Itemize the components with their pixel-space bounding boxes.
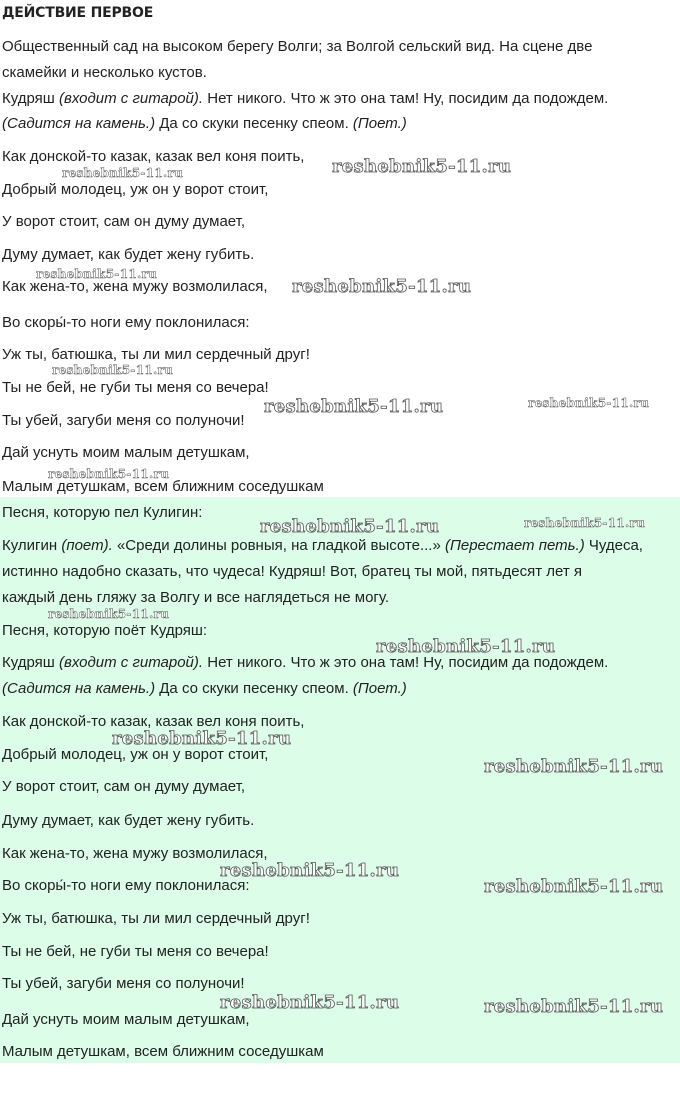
dialogue-text: Да со скуки песенку спеом. bbox=[155, 680, 353, 697]
stage-direction: (входит с гитарой). bbox=[59, 654, 204, 671]
stage-direction: (поет). bbox=[61, 537, 113, 554]
watermark: reshebnik5-11.ru bbox=[484, 996, 664, 1017]
dialogue-line: каждый день гляжу за Волгу и все наглядеться не могу. bbox=[2, 589, 390, 606]
song-line: Ты не бей, не губи ты меня со вечера! bbox=[2, 379, 269, 396]
song-line: Добрый молодец, уж он у ворот стоит, bbox=[2, 746, 269, 763]
watermark: reshebnik5-11.ru bbox=[48, 467, 170, 481]
song-line: Ты убей, загуби меня со полуночи! bbox=[2, 975, 245, 992]
song-line: Думу думает, как будет жену губить. bbox=[2, 812, 255, 829]
dialogue-line bbox=[2, 114, 407, 134]
watermark: reshebnik5-11.ru bbox=[36, 267, 158, 281]
watermark: reshebnik5-11.ru bbox=[220, 860, 400, 881]
watermark: reshebnik5-11.ru bbox=[260, 516, 440, 537]
watermark: reshebnik5-11.ru bbox=[48, 607, 170, 621]
speaker-name: Кудряш bbox=[2, 90, 59, 107]
dialogue-text: Нет никого. Что ж это она там! Ну, посидим да подождем. bbox=[203, 90, 609, 107]
dialogue-line bbox=[2, 679, 407, 699]
watermark: reshebnik5-11.ru bbox=[112, 728, 292, 749]
stage-direction: (Поет.) bbox=[352, 680, 407, 697]
dialogue-text: Да со скуки песенку спеом. bbox=[155, 115, 353, 132]
song-line: У ворот стоит, сам он думу думает, bbox=[2, 778, 246, 795]
section-caption: Песня, которую поёт Кудряш: bbox=[2, 622, 208, 639]
watermark: reshebnik5-11.ru bbox=[292, 276, 472, 297]
song-line: Думу думает, как будет жену губить. bbox=[2, 246, 255, 263]
dialogue-line bbox=[2, 536, 643, 556]
stage-direction: (Садится на камень.) bbox=[2, 115, 156, 132]
song-line: Ты убей, загуби меня со полуночи! bbox=[2, 412, 245, 429]
dialogue-text: Нет никого. Что ж это она там! Ну, посидим да подождем. bbox=[203, 654, 609, 671]
watermark: reshebnik5-11.ru bbox=[332, 156, 512, 177]
stage-direction: (Садится на камень.) bbox=[2, 680, 156, 697]
watermark: reshebnik5-11.ru bbox=[528, 396, 650, 410]
stage-direction: (входит с гитарой). bbox=[59, 90, 204, 107]
song-line: Добрый молодец, уж он у ворот стоит, bbox=[2, 181, 269, 198]
song-line: Уж ты, батюшка, ты ли мил сердечный друг! bbox=[2, 910, 310, 927]
watermark: reshebnik5-11.ru bbox=[220, 992, 400, 1013]
song-line: Дай уснуть моим малым детушкам, bbox=[2, 444, 250, 461]
stage-direction: (Перестает петь.) bbox=[444, 537, 585, 554]
watermark: reshebnik5-11.ru bbox=[484, 876, 664, 897]
speaker-name: Кудряш bbox=[2, 654, 59, 671]
stage-direction-line: скамейки и несколько кустов. bbox=[2, 64, 207, 81]
dialogue-line: истинно надобно сказать, что чудеса! Кудряш! Вот, братец ты мой, пятьдесят лет я bbox=[2, 563, 582, 580]
watermark: reshebnik5-11.ru bbox=[376, 636, 556, 657]
song-line: Малым детушкам, всем ближним соседушкам bbox=[2, 478, 324, 495]
song-line: Как донской-то казак, казак вел коня поить, bbox=[2, 148, 305, 165]
song-line: Как жена-то, жена мужу возмолилася, bbox=[2, 845, 268, 862]
song-line: Уж ты, батюшка, ты ли мил сердечный друг! bbox=[2, 346, 310, 363]
stage-direction: (Поет.) bbox=[352, 115, 407, 132]
dialogue-text: Чудеса, bbox=[584, 537, 643, 554]
song-line: Дай уснуть моим малым детушкам, bbox=[2, 1011, 250, 1028]
act-heading: ДЕЙСТВИЕ ПЕРВОЕ bbox=[2, 5, 154, 21]
section-caption: Песня, которую пел Кулигин: bbox=[2, 504, 203, 521]
watermark: reshebnik5-11.ru bbox=[62, 166, 184, 180]
quote-text: «Среди долины ровныя, на гладкой высоте...» bbox=[112, 537, 445, 554]
song-line: Как жена-то, жена мужу возмолилася, bbox=[2, 278, 268, 295]
song-line: Во скоры́-то ноги ему поклонилася: bbox=[2, 877, 250, 894]
dialogue-line bbox=[2, 89, 608, 109]
stage-direction-line: Общественный сад на высоком берегу Волги; за Волгой сельский вид. На сцене две bbox=[2, 38, 593, 55]
song-line: У ворот стоит, сам он думу думает, bbox=[2, 213, 246, 230]
watermark: reshebnik5-11.ru bbox=[52, 363, 174, 377]
song-line: Во скоры́-то ноги ему поклонилася: bbox=[2, 314, 250, 331]
song-line: Ты не бей, не губи ты меня со вечера! bbox=[2, 943, 269, 960]
watermark: reshebnik5-11.ru bbox=[484, 756, 664, 777]
watermark: reshebnik5-11.ru bbox=[524, 516, 646, 530]
song-line: Малым детушкам, всем ближним соседушкам bbox=[2, 1043, 324, 1060]
song-line: Как донской-то казак, казак вел коня поить, bbox=[2, 713, 305, 730]
watermark: reshebnik5-11.ru bbox=[264, 396, 444, 417]
speaker-name: Кулигин bbox=[2, 537, 62, 554]
